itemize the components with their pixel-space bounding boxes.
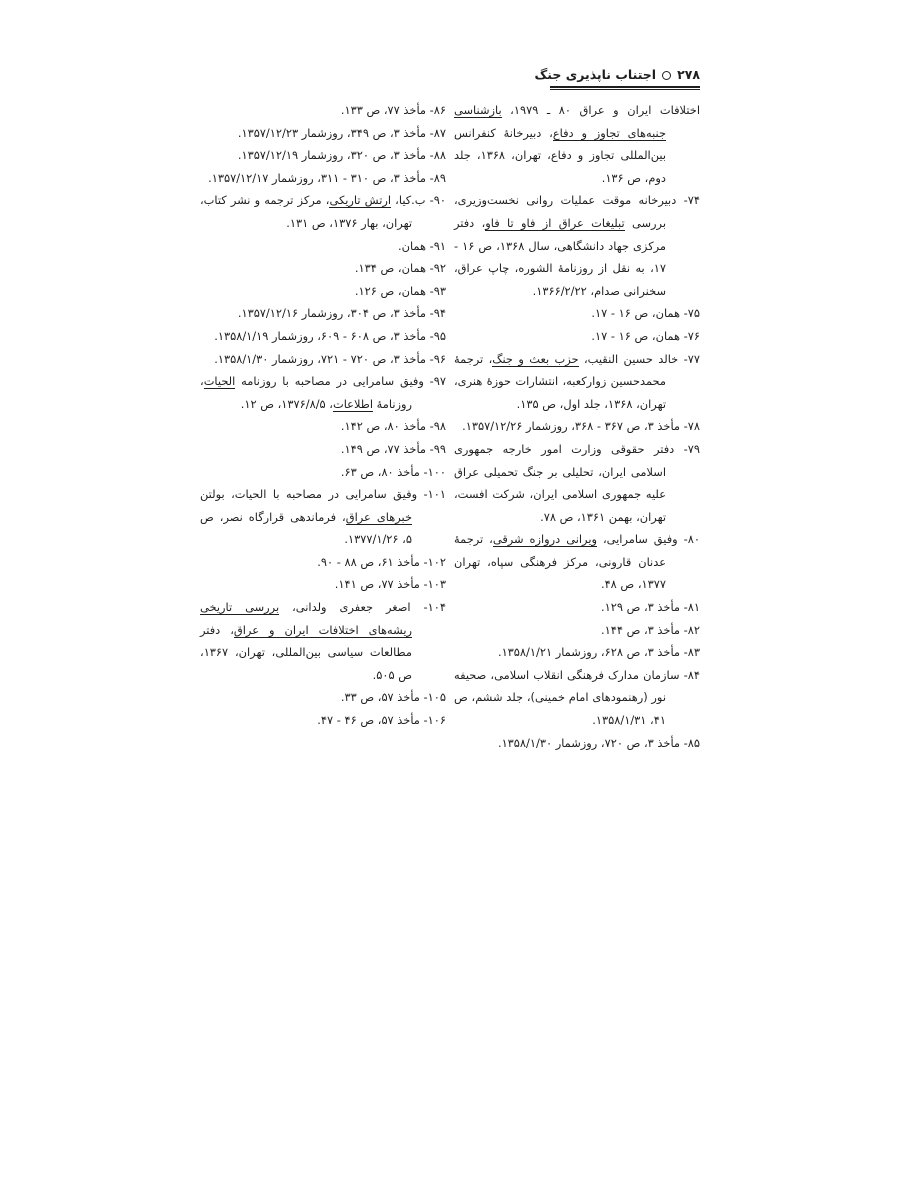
- footnote-entry: [200, 596, 446, 686]
- footnote-text: ، دفتر مطالعات سیاسی بین‌المللی، تهران، ۱۳۶۷، ص ۵۰۵.: [200, 622, 412, 682]
- footnote-underlined-title: ارتش تاریکی: [329, 193, 392, 208]
- footnote-text: ۹۷- وفیق سامرایی در مصاحبه با روزنامه: [235, 374, 446, 389]
- footnote-text: ، ترجمهٔ محمدحسین زوارکعبه، انتشارات حوزهٔ هنری، تهران، ۱۳۶۸، جلد اول، ص ۱۳۵.: [454, 351, 666, 411]
- footnote-text: ۷۵- همان، ص ۱۶ - ۱۷.: [591, 306, 700, 321]
- footnote-text: ۸۹- مأخذ ۳، ص ۳۱۰ - ۳۱۱، روزشمار ۱۳۵۷/۱۲/۱۷.: [208, 170, 446, 185]
- footnote-text: ۱۰۲- مأخذ ۶۱، ص ۸۸ - ۹۰.: [317, 554, 446, 569]
- footnote-text: ۹۱- همان.: [397, 238, 446, 253]
- footnote-entry: [200, 99, 446, 122]
- footnote-underlined-title: بازشناسی جنبه‌های تجاوز و دفاع: [454, 103, 667, 140]
- footnote-entry: [200, 483, 446, 551]
- circle-separator-icon: [662, 71, 671, 80]
- footnote-entry: [200, 325, 446, 348]
- footnote-underlined-title: خبرهای عراق: [345, 509, 412, 524]
- footnote-text: ۸۴- سازمان مدارک فرهنگی انقلاب اسلامی، صحیفه نور (رهنمودهای امام خمینی)، جلد ششم، ص ۴۱، ۱۳۵۸/۱/۳۱.: [454, 667, 700, 728]
- footnote-entry: [200, 189, 446, 234]
- footnote-text: ۸۶- مأخذ ۷۷، ص ۱۳۳.: [340, 103, 446, 117]
- footnote-text: ، ۱۳۷۶/۸/۵، ص ۱۲.: [240, 396, 333, 411]
- footnote-text: ۹۳- همان، ص ۱۲۶.: [354, 283, 446, 298]
- footnote-entry: [454, 596, 700, 619]
- footnote-text: ، فرماندهی قرارگاه نصر، ص ۵، ۱۳۷۷/۱/۲۶.: [200, 509, 412, 547]
- footnote-text: ۷۶- همان، ص ۱۶ - ۱۷.: [591, 328, 700, 343]
- footnote-underlined-title: الحیات: [203, 374, 236, 389]
- footnote-entry: [454, 664, 700, 732]
- footnote-entry: [454, 619, 700, 642]
- footnote-text: ۸۷- مأخذ ۳، ص ۳۴۹، روزشمار ۱۳۵۷/۱۲/۲۳.: [237, 125, 446, 140]
- footnote-text: ۸۲- مأخذ ۳، ص ۱۴۴.: [600, 622, 700, 637]
- footnote-text: ۹۹- مأخذ ۷۷، ص ۱۴۹.: [340, 441, 446, 456]
- footnote-entry: [200, 280, 446, 303]
- footnote-entry: [454, 302, 700, 325]
- footnote-entry: [200, 461, 446, 484]
- footnote-entry: [200, 686, 446, 709]
- footnote-entry: [200, 348, 446, 371]
- footnote-text: ۹۸- مأخذ ۸۰، ص ۱۴۲.: [340, 419, 446, 434]
- footnote-entry: [454, 348, 700, 416]
- footnote-text: ۷۹- دفتر حقوقی وزارت امور خارجه جمهوری اسلامی ایران، تحلیلی بر جنگ تحمیلی عراق علیه جمهوری اسلامی ایران، شرکت افست، تهران، بهمن ۱۳۶۱، ص ۷۸.: [454, 441, 700, 524]
- footnote-text: ۹۲- همان، ص ۱۳۴.: [354, 261, 446, 276]
- footnote-entry: [454, 641, 700, 664]
- book-title: اجتناب ناپذیری جنگ: [534, 67, 657, 82]
- footnote-text: ۹۰- ب.کیا،: [391, 193, 447, 208]
- footnote-underlined-title: ویرانی دروازه شرقی: [492, 532, 597, 547]
- header-rule-thin: [550, 89, 700, 90]
- footnotes-column-right: [454, 99, 700, 754]
- footnote-entry: [200, 551, 446, 574]
- footnote-entry: [200, 167, 446, 190]
- footnote-text: ۷۴- دبیرخانه موقت عملیات روانی نخست‌وزیری، بررسی: [454, 193, 700, 230]
- footnote-underlined-title: تبلیغات عراق از فاو تا فاو: [485, 215, 625, 230]
- footnote-text: ، ترجمهٔ عدنان قارونی، مرکز فرهنگی سپاه، تهران ۱۳۷۷، ص ۴۸.: [454, 532, 666, 592]
- footnote-entry: [200, 709, 446, 732]
- footnote-text: ۱۰۳- مأخذ ۷۷، ص ۱۴۱.: [334, 577, 446, 592]
- footnote-entry: [454, 528, 700, 596]
- footnote-entry: [200, 573, 446, 596]
- page-number: ۲۷۸: [677, 67, 700, 82]
- footnote-underlined-title: اطلاعات: [332, 396, 374, 411]
- footnote-underlined-title: بررسی تاریخی ریشه‌های اختلافات ایران و عراق: [200, 600, 412, 637]
- footnote-entry: [454, 732, 700, 755]
- footnote-text: ۱۰۱- وفیق سامرایی در مصاحبه با الحیات، بولتن: [200, 487, 446, 502]
- footnote-text: ، دفتر مرکزی جهاد دانشگاهی، سال ۱۳۶۸، ص ۱۶ - ۱۷، به نقل از روزنامهٔ الشوره، چاپ عراق، سخنرانی صدام، ۱۳۶۶/۲/۲۲.: [454, 215, 666, 298]
- footnote-text: ۱۰۵- مأخذ ۵۷، ص ۳۳.: [340, 690, 446, 705]
- footnote-entry: [200, 302, 446, 325]
- footnote-text: ۷۷- خالد حسین النقیب،: [578, 351, 700, 366]
- footnote-text: ۸۳- مأخذ ۳، ص ۶۲۸، روزشمار ۱۳۵۸/۱/۲۱.: [497, 645, 700, 660]
- footnote-text: ۹۴- مأخذ ۳، ص ۳۰۴، روزشمار ۱۳۵۷/۱۲/۱۶.: [237, 306, 446, 321]
- footnote-entry: [454, 189, 700, 302]
- footnote-text: ، دبیرخانهٔ کنفرانس بین‌المللی تجاوز و دفاع، تهران، ۱۳۶۸، جلد دوم، ص ۱۳۶.: [454, 125, 666, 185]
- footnote-text: ۱۰۴- اصغر جعفری ولدانی،: [279, 600, 446, 615]
- footnote-text: ۸۸- مأخذ ۳، ص ۳۲۰، روزشمار ۱۳۵۷/۱۲/۱۹.: [237, 148, 446, 163]
- footnote-text: ۸۰- وفیق سامرایی،: [597, 532, 700, 547]
- footnote-entry: [200, 122, 446, 145]
- footnote-entry: [200, 370, 446, 415]
- footnote-text: ۹۶- مأخذ ۳، ص ۷۲۰ - ۷۲۱، روزشمار ۱۳۵۸/۱/۳۰.: [214, 351, 446, 366]
- running-header: [200, 66, 700, 84]
- header-rule: [550, 86, 700, 88]
- footnote-text: اختلافات ایران و عراق ۸۰ ـ ۱۹۷۹: [513, 103, 700, 117]
- footnotes-column-left: [200, 99, 446, 732]
- footnote-text: ، روزنامهٔ: [200, 374, 412, 411]
- footnote-entry: [454, 415, 700, 438]
- footnote-text: ۱۰۰- مأخذ ۸۰، ص ۶۳.: [340, 464, 446, 479]
- footnote-text: ، مرکز ترجمه و نشر کتاب، تهران، بهار ۱۳۷۶، ص ۱۳۱.: [200, 193, 412, 230]
- footnote-entry: [454, 438, 700, 528]
- footnote-entry: [200, 257, 446, 280]
- footnote-entry: [454, 325, 700, 348]
- footnote-text: ۱۰۶- مأخذ ۵۷، ص ۴۶ - ۴۷.: [317, 713, 446, 728]
- footnote-entry: [200, 415, 446, 438]
- footnote-entry: [200, 438, 446, 461]
- footnote-underlined-title: حزب بعث و جنگ: [492, 351, 579, 366]
- footnote-text: ۸۱- مأخذ ۳، ص ۱۲۹.: [600, 600, 700, 615]
- footnote-entry: [200, 235, 446, 258]
- footnote-text: ۸۵- مأخذ ۳، ص ۷۲۰، روزشمار ۱۳۵۸/۱/۳۰.: [497, 735, 700, 750]
- footnote-entry: [200, 144, 446, 167]
- footnote-text: ۹۵- مأخذ ۳، ص ۶۰۸ - ۶۰۹، روزشمار ۱۳۵۸/۱/۱۹.: [214, 328, 446, 343]
- footnote-text: ۷۸- مأخذ ۳، ص ۳۶۷ - ۳۶۸، روزشمار ۱۳۵۷/۱۲/۲۶.: [462, 419, 700, 434]
- footnote-text: ،: [501, 103, 514, 117]
- footnote-entry: [454, 99, 700, 189]
